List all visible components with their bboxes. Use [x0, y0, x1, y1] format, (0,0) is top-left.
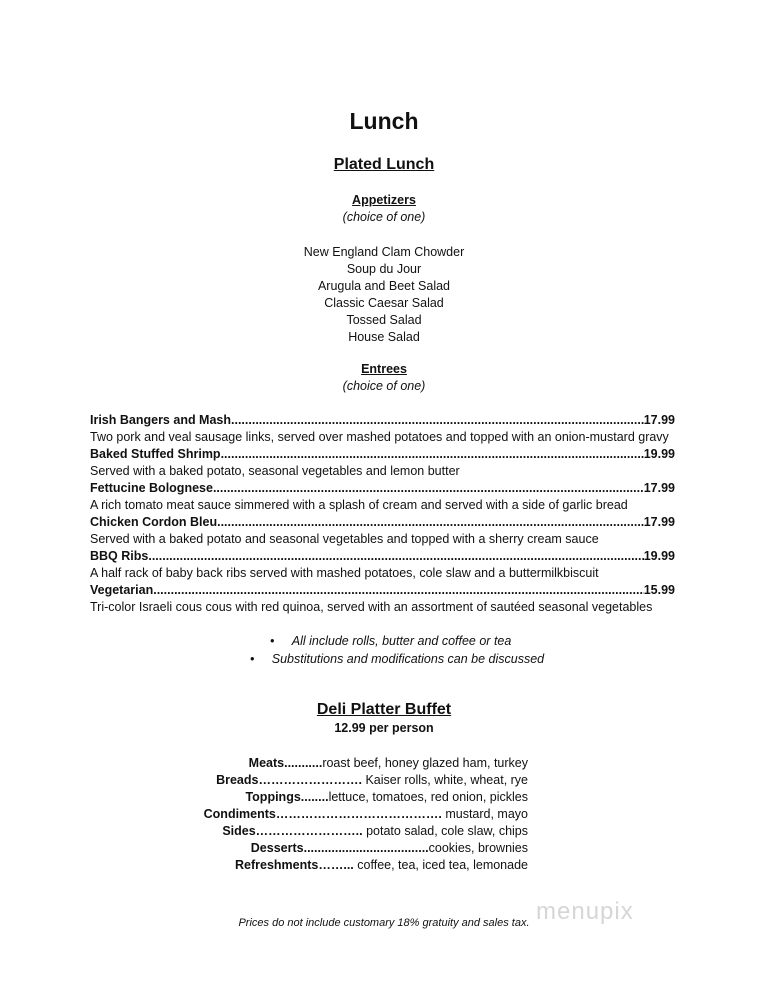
deli-label: Toppings — [245, 790, 301, 804]
deli-list — [200, 755, 528, 874]
appetizers-note: (choice of one) — [342, 210, 426, 224]
deli-label: Desserts — [250, 841, 304, 855]
appetizer-list — [0, 244, 768, 346]
watermark-logo: menupix — [536, 898, 634, 925]
appetizers-heading: Appetizers — [352, 193, 416, 207]
entree-name: Fettucine Bolognese — [90, 481, 213, 495]
deli-row — [200, 806, 528, 823]
deli-value: cookies, brownies — [428, 841, 528, 855]
deli-value: mustard, mayo — [445, 807, 528, 821]
dot-leader — [213, 480, 644, 497]
deli-title: Deli Platter Buffet — [316, 701, 452, 718]
entree-description: A half rack of baby back ribs served with mashed potatoes, cole slaw and a buttermilkbiscuit — [90, 566, 599, 580]
deli-value: potato salad, cole slaw, chips — [366, 824, 528, 838]
entree-name: BBQ Ribs — [90, 549, 149, 563]
entree-row — [90, 480, 675, 497]
appetizer-item: Classic Caesar Salad — [324, 296, 444, 310]
deli-value: lettuce, tomatoes, red onion, pickles — [328, 790, 528, 804]
entree-row — [90, 514, 675, 531]
deli-value: Kaiser rolls, white, wheat, rye — [365, 773, 528, 787]
entrees-heading: Entrees — [361, 362, 407, 376]
entree-name: Baked Stuffed Shrimp — [90, 447, 221, 461]
deli-row — [200, 772, 528, 789]
entree-name: Irish Bangers and Mash — [90, 413, 232, 427]
deli-value: coffee, tea, iced tea, lemonade — [357, 858, 528, 872]
dot-leader: …………………….. — [255, 824, 367, 838]
note-item: • Substitutions and modifications can be discussed — [250, 652, 545, 666]
dot-leader: .................................... — [303, 841, 429, 855]
deli-price: 12.99 per person — [334, 721, 434, 735]
deli-row — [200, 755, 528, 772]
entree-description: Two pork and veal sausage links, served over mashed potatoes and topped with an onion-mustard gravy — [90, 430, 669, 444]
deli-label: Condiments — [203, 807, 276, 821]
deli-label: Sides — [222, 824, 256, 838]
entree-list — [90, 412, 675, 616]
dot-leader — [221, 446, 644, 463]
entree-price: 17.99 — [643, 481, 675, 495]
entree-price: 19.99 — [643, 447, 675, 461]
appetizer-item: New England Clam Chowder — [303, 245, 465, 259]
appetizer-item: Arugula and Beet Salad — [317, 279, 451, 293]
dot-leader: ........ — [300, 790, 329, 804]
appetizer-item: Tossed Salad — [346, 313, 422, 327]
dot-leader: ……... — [318, 858, 358, 872]
deli-label: Refreshments — [234, 858, 319, 872]
deli-row — [200, 840, 528, 857]
dot-leader — [153, 582, 643, 599]
deli-row — [200, 823, 528, 840]
entree-description: Served with a baked potato, seasonal vegetables and lemon butter — [90, 464, 460, 478]
note-item: • All include rolls, butter and coffee or tea — [270, 634, 512, 648]
dot-leader — [148, 548, 643, 565]
entree-price: 17.99 — [643, 515, 675, 529]
dot-leader: …………………………………. — [275, 807, 446, 821]
appetizer-item: House Salad — [348, 330, 420, 344]
plated-lunch-title: Plated Lunch — [333, 156, 435, 173]
deli-label: Meats — [248, 756, 285, 770]
entrees-note: (choice of one) — [342, 379, 426, 393]
entree-price: 17.99 — [643, 413, 675, 427]
entree-price: 15.99 — [643, 583, 675, 597]
entree-row — [90, 548, 675, 565]
dot-leader: ........... — [284, 756, 323, 770]
page-title: Lunch — [349, 108, 419, 134]
entree-description: Tri-color Israeli cous cous with red quinoa, served with an assortment of sautéed seasonal vegetables — [90, 600, 653, 614]
deli-label: Breads — [216, 773, 259, 787]
entree-row — [90, 412, 675, 429]
deli-row — [200, 857, 528, 874]
dot-leader — [231, 412, 644, 429]
deli-value: roast beef, honey glazed ham, turkey — [322, 756, 528, 770]
entree-price: 19.99 — [643, 549, 675, 563]
entree-description: A rich tomato meat sauce simmered with a splash of cream and served with a side of garlic bread — [90, 498, 628, 512]
entree-name: Vegetarian — [90, 583, 154, 597]
deli-row — [200, 789, 528, 806]
plated-notes — [250, 632, 545, 668]
dot-leader — [217, 514, 644, 531]
dot-leader: ……………………. — [258, 773, 366, 787]
appetizer-item: Soup du Jour — [346, 262, 422, 276]
entree-description: Served with a baked potato and seasonal vegetables and topped with a sherry cream sauce — [90, 532, 599, 546]
entree-row — [90, 582, 675, 599]
footer-note: Prices do not include customary 18% gratuity and sales tax. — [238, 917, 530, 929]
entree-row — [90, 446, 675, 463]
entree-name: Chicken Cordon Bleu — [90, 515, 218, 529]
